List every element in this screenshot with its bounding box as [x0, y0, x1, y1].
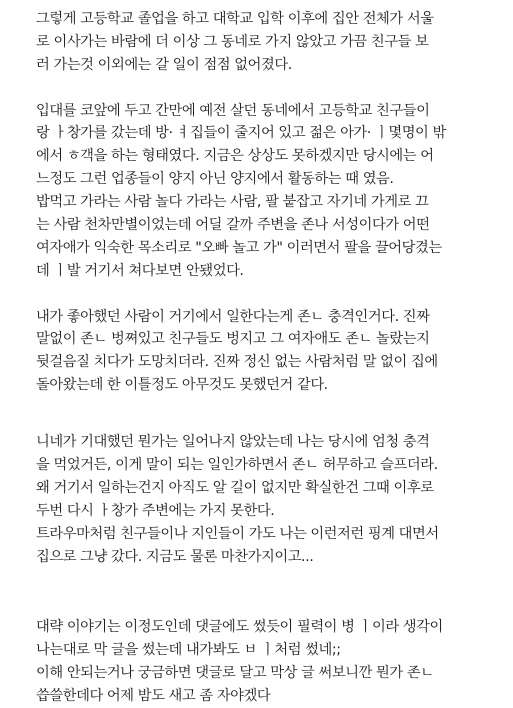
text-line: 니네가 기대했던 뭔가는 일어나지 않았는데 나는 당시에 엄청 충격: [36, 434, 430, 451]
text-line: 밥먹고 가라는 사람 놀다 가라는 사람, 팔 붙잡고 자기네 가게로 끄: [36, 194, 429, 211]
text-line: 이해 안되는거나 궁금하면 댓글로 달고 막상 글 써보니깐 뭔가 존ㄴ: [36, 665, 434, 682]
text-line: 는 사람 천차만별이었는데 어딜 갈까 주변을 존나 서성이다가 어떤: [36, 217, 430, 234]
text-line: 씁쓸한데다 어제 밤도 새고 좀 자야겠다: [36, 688, 271, 705]
paragraph-4: [36, 431, 503, 568]
text-line: 느정도 그런 업종들이 양지 아닌 양지에서 활동하는 때 였음.: [36, 171, 394, 188]
paragraph-gap: [36, 77, 503, 100]
text-line: 돌아왔는데 한 이틀정도 아무것도 못했던거 같다.: [36, 377, 328, 394]
text-line: 로 이사가는 바람에 더 이상 그 동네로 가지 않았고 가끔 친구들 보: [36, 33, 429, 50]
text-line: 러 가는것 이외에는 갈 일이 점점 없어졌다.: [36, 56, 292, 73]
text-line: 뒷걸음질 치다가 도망치더라. 진짜 정신 없는 사람처럼 말 없이 집에: [36, 354, 438, 371]
paragraph-gap: [36, 397, 503, 431]
text-line: 나는대로 막 글을 썼는데 내가봐도 ㅂ ㅣ처럼 썼네;;: [36, 642, 341, 659]
text-line: 대략 이야기는 이정도인데 댓글에도 썼듯이 필력이 병 ㅣ이라 생각이: [36, 619, 443, 636]
text-line: 여자애가 익숙한 목소리로 "오빠 놀고 가" 이러면서 팔을 끌어당겼는: [36, 239, 442, 256]
paragraph-5: [36, 616, 503, 708]
paragraph-gap: [36, 283, 503, 306]
text-line: 입대를 코앞에 두고 간만에 예전 살던 동네에서 고등학교 친구들이: [36, 102, 430, 119]
text-line: 데 ㅣ발 거기서 쳐다보면 안됐었다.: [36, 262, 244, 279]
text-line: 을 먹었거든, 이게 말이 되는 일인가하면서 존ㄴ 허무하고 슬프더라.: [36, 457, 438, 474]
paragraph-1: [36, 8, 503, 77]
paragraph-2: [36, 100, 503, 283]
text-line: 말없이 존ㄴ 벙쪄있고 친구들도 벙지고 그 여자애도 존ㄴ 놀랐는지: [36, 331, 430, 348]
text-line: 두번 다시 ㅏ창가 주변에는 가지 못한다.: [36, 502, 275, 519]
text-line: 집으로 그냥 갔다. 지금도 물론 마찬가지이고...: [36, 548, 314, 565]
text-line: 왜 거기서 일하는건지 아직도 알 길이 없지만 확실한건 그때 이후로: [36, 479, 434, 496]
text-line: 랑 ㅏ창가를 갔는데 방· ㅕ집들이 줄지어 있고 젊은 아가· ㅣ몇명이 밖: [36, 125, 446, 142]
text-line: 내가 좋아했던 사람이 거기에서 일한다는게 존ㄴ 충격인거다. 진짜: [36, 308, 430, 325]
text-line: 그렇게 고등학교 졸업을 하고 대학교 입학 이후에 집안 전체가 서울: [36, 11, 434, 27]
text-line: 트라우마처럼 친구들이나 지인들이 가도 나는 이런저런 핑계 대면서: [36, 525, 439, 542]
text-line: 에서 ㅎ객을 하는 형태였다. 지금은 상상도 못하겠지만 당시에는 어: [36, 148, 434, 165]
paragraph-3: [36, 306, 503, 398]
paragraph-gap: [36, 568, 503, 616]
